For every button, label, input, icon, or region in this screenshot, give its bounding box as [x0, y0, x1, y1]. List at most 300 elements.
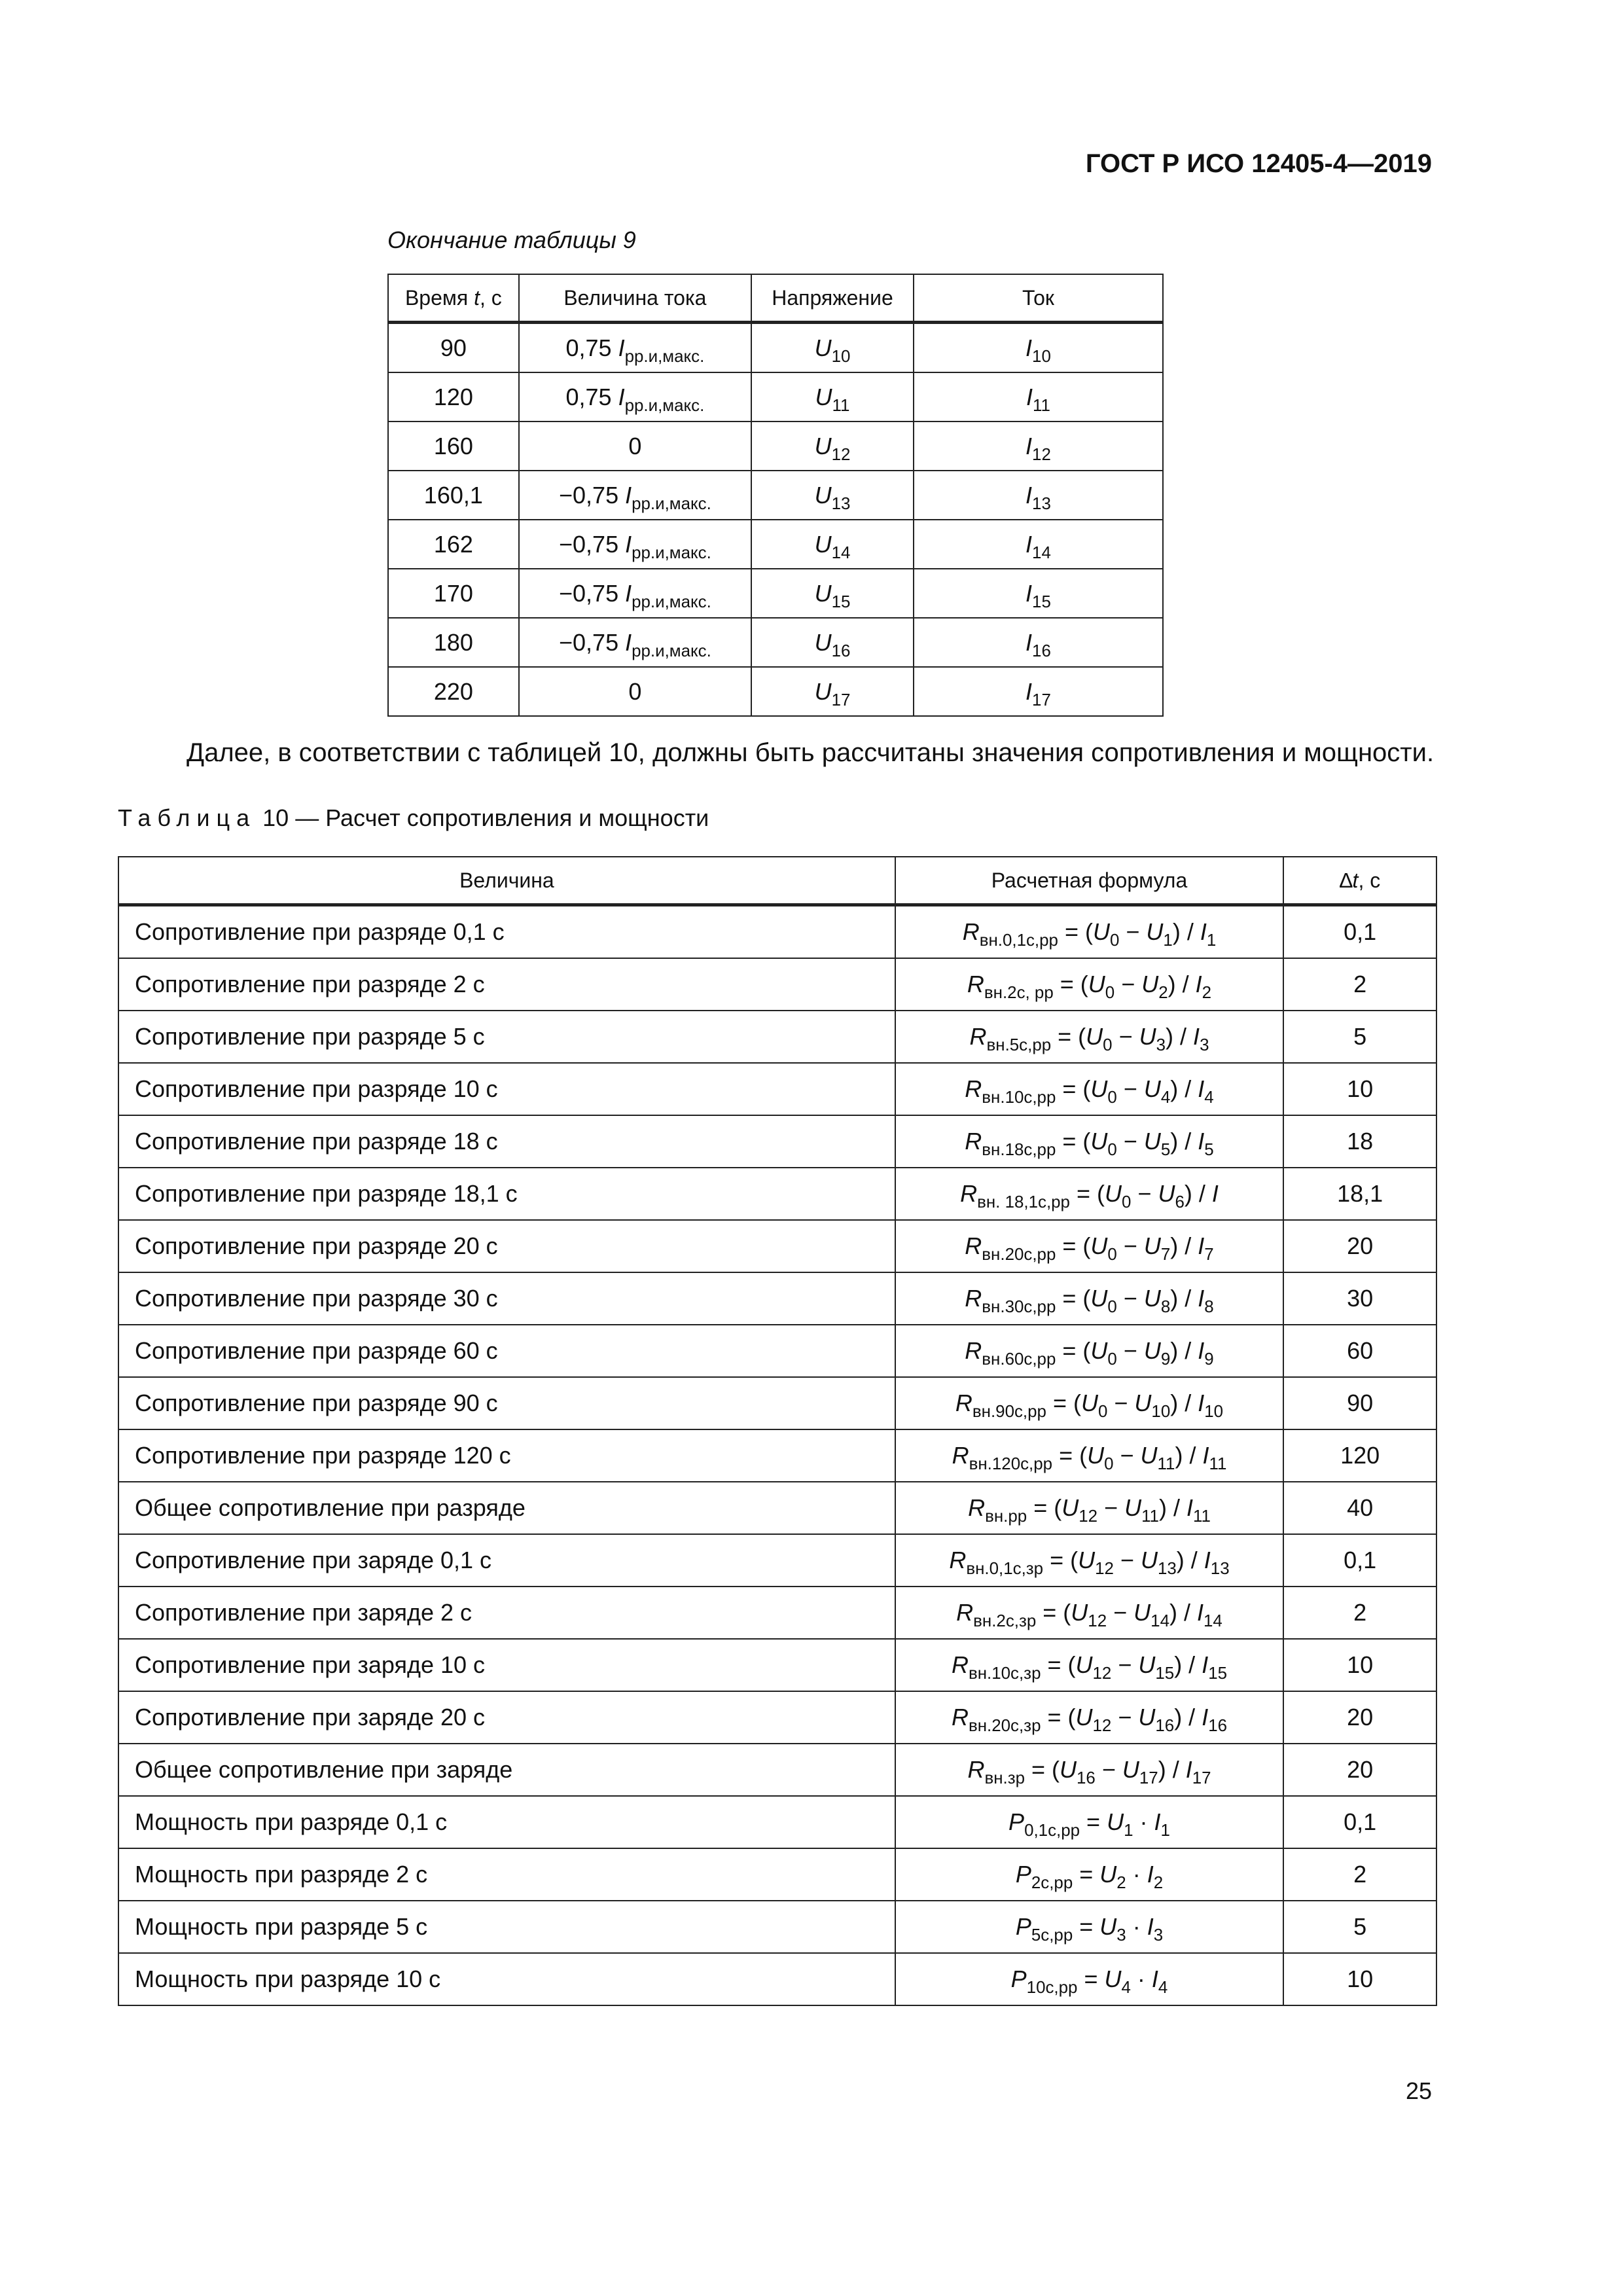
voltage-subscript: 10 [831, 347, 851, 366]
formula-subscript: 0 [1107, 1246, 1117, 1265]
formula-subscript: 2 [1116, 1874, 1126, 1893]
formula-operator: − [1111, 1704, 1139, 1731]
formula-symbol: I [1154, 1808, 1161, 1835]
formula-cell [895, 1848, 1283, 1901]
formula-subscript: 0 [1105, 984, 1115, 1003]
time-cell: 162 [388, 520, 519, 569]
table-row [118, 1063, 1436, 1115]
quantity-cell: Сопротивление при заряде 2 с [118, 1587, 895, 1639]
formula-symbol: U [1090, 1232, 1108, 1259]
current-cell [914, 569, 1163, 618]
formula-symbol: U [1090, 1285, 1108, 1312]
formula-symbol: U [1078, 1547, 1096, 1573]
current-symbol: I [1026, 677, 1033, 705]
table10-caption-label: Таблица [118, 804, 257, 831]
dt-cell: 5 [1283, 1011, 1436, 1063]
formula-cell [895, 1377, 1283, 1429]
formula-operator: − [1113, 1442, 1141, 1469]
table-row [118, 1115, 1436, 1168]
header-time [388, 274, 519, 323]
formula-symbol: U [1107, 1808, 1124, 1835]
current-cell [914, 618, 1163, 667]
table10-caption [118, 804, 709, 832]
voltage-cell [751, 372, 914, 422]
formula-subscript: 13 [1157, 1560, 1177, 1579]
formula-symbol: R [949, 1547, 967, 1573]
formula-operator: = ( [1036, 1599, 1071, 1626]
formula-symbol: U [1133, 1599, 1151, 1626]
formula-cell [895, 1220, 1283, 1272]
voltage-symbol: U [814, 481, 832, 509]
formula-subscript: 10с,рр [1026, 1979, 1078, 1998]
formula-operator: − [1107, 1599, 1134, 1626]
formula-cell [895, 1115, 1283, 1168]
formula-symbol: U [1088, 971, 1105, 997]
header-dt [1283, 857, 1436, 905]
dt-cell: 0,1 [1283, 905, 1436, 959]
formula-operator: − [1116, 1337, 1144, 1364]
formula-cell [895, 1796, 1283, 1848]
formula-operator: − [1111, 1651, 1139, 1678]
formula-operator: · [1126, 1861, 1147, 1888]
current-subscript: рр.и,макс. [624, 347, 705, 366]
voltage-subscript: 17 [831, 691, 851, 709]
voltage-symbol: U [814, 628, 832, 656]
dt-cell: 30 [1283, 1272, 1436, 1325]
coefficient: 0,75 [565, 383, 618, 410]
formula-symbol: I [1200, 918, 1207, 945]
formula-subscript: вн.рр [985, 1507, 1027, 1526]
table-row [118, 1168, 1436, 1220]
formula-operator: − [1116, 1232, 1144, 1259]
current-cell [914, 422, 1163, 471]
voltage-subscript: 16 [831, 641, 851, 660]
formula-subscript: вн.зр [984, 1769, 1025, 1788]
voltage-symbol: U [814, 432, 832, 459]
dt-cell: 20 [1283, 1220, 1436, 1272]
formula-operator: = ( [1025, 1756, 1060, 1783]
formula-subscript: 12 [1095, 1560, 1114, 1579]
current-subscript: 12 [1032, 445, 1051, 464]
current-subscript: 10 [1032, 347, 1051, 366]
formula-symbol: U [1090, 1128, 1108, 1155]
formula-subscript: 1 [1160, 1821, 1170, 1840]
header-dt-unit: , с [1358, 868, 1381, 892]
voltage-subscript: 11 [832, 396, 850, 415]
voltage-cell [751, 569, 914, 618]
formula-symbol: U [1140, 1442, 1158, 1469]
current-subscript: 11 [1033, 396, 1050, 415]
formula-symbol: U [1143, 1075, 1161, 1102]
current-subscript: 13 [1032, 494, 1051, 513]
formula-subscript: 13 [1210, 1560, 1230, 1579]
formula-symbol: R [969, 1023, 987, 1050]
quantity-cell: Сопротивление при разряде 20 с [118, 1220, 895, 1272]
quantity-cell: Сопротивление при разряде 120 с [118, 1429, 895, 1482]
formula-operator: · [1133, 1808, 1154, 1835]
current-subscript: 17 [1032, 691, 1051, 709]
formula-subscript: 12 [1079, 1507, 1098, 1526]
formula-symbol: I [1198, 1285, 1205, 1312]
formula-subscript: 0 [1104, 1455, 1114, 1474]
formula-subscript: 0 [1103, 1036, 1113, 1055]
header-quantity: Величина [118, 857, 895, 905]
body-paragraph: Далее, в соответствии с таблицей 10, должны быть рассчитаны значения сопротивления и мощности. [187, 738, 1435, 767]
formula-symbol: P [1008, 1808, 1025, 1835]
formula-operator: ) / [1158, 1494, 1186, 1521]
table-row [118, 1011, 1436, 1063]
formula-symbol: I [1151, 1965, 1158, 1992]
formula-subscript: вн.18с,рр [982, 1141, 1056, 1160]
formula-symbol: R [951, 1651, 969, 1678]
formula-operator: = ( [1056, 1232, 1091, 1259]
table10-header-row [118, 857, 1436, 905]
formula-operator: = ( [1053, 971, 1088, 997]
current-symbol: I [1026, 383, 1033, 410]
table-row [118, 1744, 1436, 1796]
coefficient: 0 [628, 677, 642, 705]
formula-operator: ) / [1172, 918, 1200, 945]
formula-cell [895, 1011, 1283, 1063]
quantity-cell: Сопротивление при разряде 90 с [118, 1377, 895, 1429]
quantity-cell: Сопротивление при разряде 30 с [118, 1272, 895, 1325]
formula-symbol: U [1143, 1232, 1161, 1259]
quantity-cell: Общее сопротивление при заряде [118, 1744, 895, 1796]
dt-cell: 10 [1283, 1063, 1436, 1115]
formula-subscript: вн.20с,зр [968, 1717, 1041, 1736]
table9-caption: Окончание таблицы 9 [387, 226, 636, 253]
formula-operator: ) / [1170, 1390, 1198, 1416]
formula-operator: ) / [1169, 1599, 1197, 1626]
quantity-cell: Мощность при разряде 2 с [118, 1848, 895, 1901]
formula-symbol: R [967, 1756, 985, 1783]
table-row [388, 471, 1163, 520]
dt-cell: 20 [1283, 1744, 1436, 1796]
voltage-cell [751, 520, 914, 569]
voltage-symbol: U [814, 334, 832, 361]
formula-symbol: I [1198, 1128, 1205, 1155]
current-symbol: I [625, 481, 632, 509]
formula-symbol: R [965, 1285, 982, 1312]
formula-symbol: U [1092, 918, 1110, 945]
formula-symbol: U [1124, 1494, 1142, 1521]
formula-subscript: 15 [1155, 1664, 1175, 1683]
formula-symbol: I [1202, 1704, 1209, 1731]
current-subscript: рр.и,макс. [624, 396, 705, 415]
formula-cell [895, 1534, 1283, 1587]
formula-operator: − [1116, 1075, 1144, 1102]
formula-operator: − [1113, 1547, 1141, 1573]
formula-subscript: 16 [1155, 1717, 1175, 1736]
formula-subscript: вн.2с,зр [973, 1612, 1037, 1631]
formula-symbol: U [1090, 1075, 1108, 1102]
voltage-subscript: 14 [831, 543, 851, 562]
formula-symbol: U [1141, 971, 1159, 997]
formula-subscript: 3 [1200, 1036, 1209, 1055]
table-row [388, 520, 1163, 569]
formula-operator: − [1095, 1756, 1122, 1783]
formula-subscript: 8 [1204, 1298, 1214, 1317]
current-subscript: 15 [1032, 592, 1051, 611]
quantity-cell: Мощность при разряде 5 с [118, 1901, 895, 1953]
formula-operator: ) / [1168, 971, 1196, 997]
table-row [388, 422, 1163, 471]
formula-symbol: U [1060, 1756, 1077, 1783]
current-symbol: I [625, 628, 632, 656]
formula-cell [895, 905, 1283, 959]
formula-cell [895, 958, 1283, 1011]
coefficient: 0 [628, 432, 642, 459]
table-row [118, 1953, 1436, 2005]
header-current: Ток [914, 274, 1163, 323]
table-row [118, 1325, 1436, 1377]
voltage-cell [751, 422, 914, 471]
table-row [118, 958, 1436, 1011]
voltage-cell [751, 618, 914, 667]
dt-cell: 2 [1283, 958, 1436, 1011]
formula-subscript: вн.90с,рр [972, 1403, 1046, 1422]
current-value-cell [519, 520, 751, 569]
header-time-prefix: Время [404, 285, 474, 310]
current-symbol: I [1026, 628, 1033, 656]
formula-subscript: 16 [1077, 1769, 1096, 1788]
current-value-cell [519, 372, 751, 422]
formula-symbol: P [1015, 1861, 1031, 1888]
formula-operator: ) / [1170, 1285, 1198, 1312]
formula-subscript: 0 [1107, 1298, 1117, 1317]
quantity-cell: Сопротивление при разряде 10 с [118, 1063, 895, 1115]
formula-subscript: вн. 18,1с,рр [977, 1193, 1070, 1212]
voltage-symbol: U [814, 579, 832, 607]
formula-operator: = ( [1056, 1075, 1091, 1102]
formula-operator: = ( [1056, 1337, 1091, 1364]
table-row [118, 1272, 1436, 1325]
formula-operator: · [1126, 1913, 1147, 1940]
formula-operator: − [1131, 1180, 1158, 1207]
formula-symbol: R [951, 1704, 969, 1731]
header-formula: Расчетная формула [895, 857, 1283, 905]
formula-symbol: P [1010, 1965, 1027, 1992]
table-row [388, 667, 1163, 716]
table-9 [387, 274, 1164, 717]
table-row [118, 1848, 1436, 1901]
voltage-cell [751, 471, 914, 520]
current-symbol: I [1026, 432, 1033, 459]
formula-symbol: I [1204, 1547, 1211, 1573]
formula-cell [895, 1063, 1283, 1115]
formula-subscript: вн.10с,рр [982, 1088, 1056, 1107]
formula-cell [895, 1482, 1283, 1534]
formula-symbol: I [1198, 1232, 1205, 1259]
current-subscript: 16 [1032, 641, 1051, 660]
formula-operator: = [1073, 1913, 1100, 1940]
quantity-cell: Сопротивление при разряде 60 с [118, 1325, 895, 1377]
current-value-cell [519, 471, 751, 520]
table-row [388, 323, 1163, 373]
formula-subscript: 0 [1107, 1141, 1117, 1160]
formula-subscript: вн.0,1с,зр [966, 1560, 1044, 1579]
formula-symbol: I [1195, 971, 1202, 997]
formula-subscript: 4 [1204, 1088, 1214, 1107]
formula-cell [895, 1639, 1283, 1691]
dt-cell: 18,1 [1283, 1168, 1436, 1220]
current-cell [914, 471, 1163, 520]
formula-symbol: U [1134, 1390, 1152, 1416]
formula-symbol: U [1090, 1337, 1108, 1364]
current-cell [914, 372, 1163, 422]
header-current-value: Величина тока [519, 274, 751, 323]
formula-cell [895, 1691, 1283, 1744]
formula-operator: − [1112, 1023, 1139, 1050]
dt-cell: 0,1 [1283, 1796, 1436, 1848]
quantity-cell: Сопротивление при разряде 0,1 с [118, 905, 895, 959]
formula-subscript: 10 [1204, 1403, 1224, 1422]
time-cell: 160,1 [388, 471, 519, 520]
formula-operator: ) / [1176, 1547, 1204, 1573]
coefficient: −0,75 [559, 530, 626, 558]
formula-symbol: U [1158, 1180, 1175, 1207]
current-symbol: I [1026, 334, 1033, 361]
formula-symbol: R [955, 1390, 972, 1416]
formula-subscript: 14 [1204, 1612, 1222, 1631]
formula-operator: = ( [1041, 1704, 1076, 1731]
dt-cell: 0,1 [1283, 1534, 1436, 1587]
formula-subscript: 0 [1109, 931, 1120, 950]
voltage-subscript: 12 [831, 445, 851, 464]
quantity-cell: Сопротивление при разряде 5 с [118, 1011, 895, 1063]
formula-symbol: U [1143, 1337, 1161, 1364]
formula-symbol: R [960, 1180, 978, 1207]
formula-symbol: U [1075, 1704, 1093, 1731]
formula-symbol: R [952, 1442, 969, 1469]
formula-symbol: U [1080, 1390, 1098, 1416]
formula-operator: = [1077, 1965, 1105, 1992]
time-cell: 120 [388, 372, 519, 422]
formula-subscript: 3 [1156, 1036, 1166, 1055]
formula-cell [895, 1272, 1283, 1325]
formula-subscript: 6 [1175, 1193, 1185, 1212]
formula-symbol: U [1140, 1547, 1158, 1573]
formula-symbol: I [1196, 1599, 1204, 1626]
formula-subscript: 12 [1092, 1717, 1112, 1736]
voltage-cell [751, 323, 914, 373]
formula-symbol: U [1104, 1180, 1122, 1207]
quantity-cell: Общее сопротивление при разряде [118, 1482, 895, 1534]
formula-subscript: 1 [1124, 1821, 1133, 1840]
formula-operator: ) / [1166, 1023, 1194, 1050]
formula-subscript: 4 [1160, 1088, 1171, 1107]
formula-symbol: I [1198, 1075, 1205, 1102]
formula-operator: = ( [1069, 1180, 1105, 1207]
formula-operator: ) / [1170, 1232, 1198, 1259]
formula-symbol: I [1198, 1390, 1205, 1416]
table-row [388, 569, 1163, 618]
formula-subscript: 11 [1209, 1455, 1227, 1474]
current-symbol: I [618, 383, 625, 410]
formula-symbol: R [956, 1599, 974, 1626]
formula-symbol: U [1075, 1651, 1093, 1678]
dt-cell: 2 [1283, 1848, 1436, 1901]
formula-symbol: R [965, 1075, 982, 1102]
formula-subscript: вн.10с,зр [968, 1664, 1041, 1683]
formula-cell [895, 1429, 1283, 1482]
formula-subscript: вн.30с,рр [982, 1298, 1056, 1317]
formula-symbol: R [962, 918, 980, 945]
dt-cell: 5 [1283, 1901, 1436, 1953]
formula-subscript: 2 [1158, 984, 1168, 1003]
dt-cell: 40 [1283, 1482, 1436, 1534]
formula-subscript: 1 [1163, 931, 1173, 950]
dt-cell: 20 [1283, 1691, 1436, 1744]
formula-subscript: 2с,рр [1031, 1874, 1073, 1893]
formula-symbol: R [965, 1232, 982, 1259]
formula-symbol: U [1086, 1023, 1103, 1050]
formula-symbol: U [1138, 1704, 1156, 1731]
formula-operator: = ( [1051, 1023, 1086, 1050]
coefficient: 0,75 [565, 334, 618, 361]
header-time-var: t [474, 285, 480, 310]
formula-symbol: R [967, 971, 984, 997]
formula-subscript: 14 [1150, 1612, 1169, 1631]
formula-cell [895, 1953, 1283, 2005]
formula-symbol: R [965, 1337, 982, 1364]
formula-subscript: 16 [1208, 1717, 1228, 1736]
coefficient: −0,75 [559, 579, 626, 607]
table-row [118, 1534, 1436, 1587]
formula-symbol: U [1143, 1128, 1161, 1155]
formula-operator: ) / [1170, 1337, 1198, 1364]
quantity-cell: Мощность при разряде 0,1 с [118, 1796, 895, 1848]
formula-operator: = ( [1052, 1442, 1088, 1469]
table-row [118, 905, 1436, 959]
table-row [118, 1796, 1436, 1848]
formula-subscript: 8 [1160, 1298, 1171, 1317]
time-cell: 180 [388, 618, 519, 667]
formula-subscript: 3 [1153, 1926, 1164, 1945]
current-cell [914, 667, 1163, 716]
formula-subscript: 7 [1160, 1246, 1171, 1265]
formula-cell [895, 1901, 1283, 1953]
formula-operator: ) / [1174, 1704, 1202, 1731]
document-code: ГОСТ Р ИСО 12405-4—2019 [1085, 149, 1432, 178]
formula-operator: − [1119, 918, 1147, 945]
voltage-symbol: U [814, 530, 832, 558]
formula-subscript: 4 [1121, 1979, 1131, 1998]
current-subscript: рр.и,макс. [632, 494, 711, 513]
table-row [118, 1482, 1436, 1534]
formula-subscript: вн.20с,рр [982, 1246, 1056, 1265]
formula-subscript: вн.0,1с,рр [979, 931, 1058, 950]
formula-operator: − [1115, 971, 1142, 997]
dt-cell: 10 [1283, 1953, 1436, 2005]
current-value-cell [519, 667, 751, 716]
time-cell: 170 [388, 569, 519, 618]
coefficient: −0,75 [559, 628, 626, 656]
formula-cell [895, 1744, 1283, 1796]
table9-header-row [388, 274, 1163, 323]
formula-subscript: 10 [1151, 1403, 1171, 1422]
formula-operator: = ( [1046, 1390, 1081, 1416]
formula-cell [895, 1587, 1283, 1639]
current-symbol: I [1026, 481, 1033, 509]
formula-symbol: U [1071, 1599, 1088, 1626]
formula-symbol: P [1015, 1913, 1031, 1940]
formula-subscript: 12 [1092, 1664, 1112, 1683]
formula-symbol: I [1193, 1023, 1200, 1050]
dt-cell: 2 [1283, 1587, 1436, 1639]
formula-symbol: I [1147, 1861, 1154, 1888]
formula-operator: = [1080, 1808, 1107, 1835]
